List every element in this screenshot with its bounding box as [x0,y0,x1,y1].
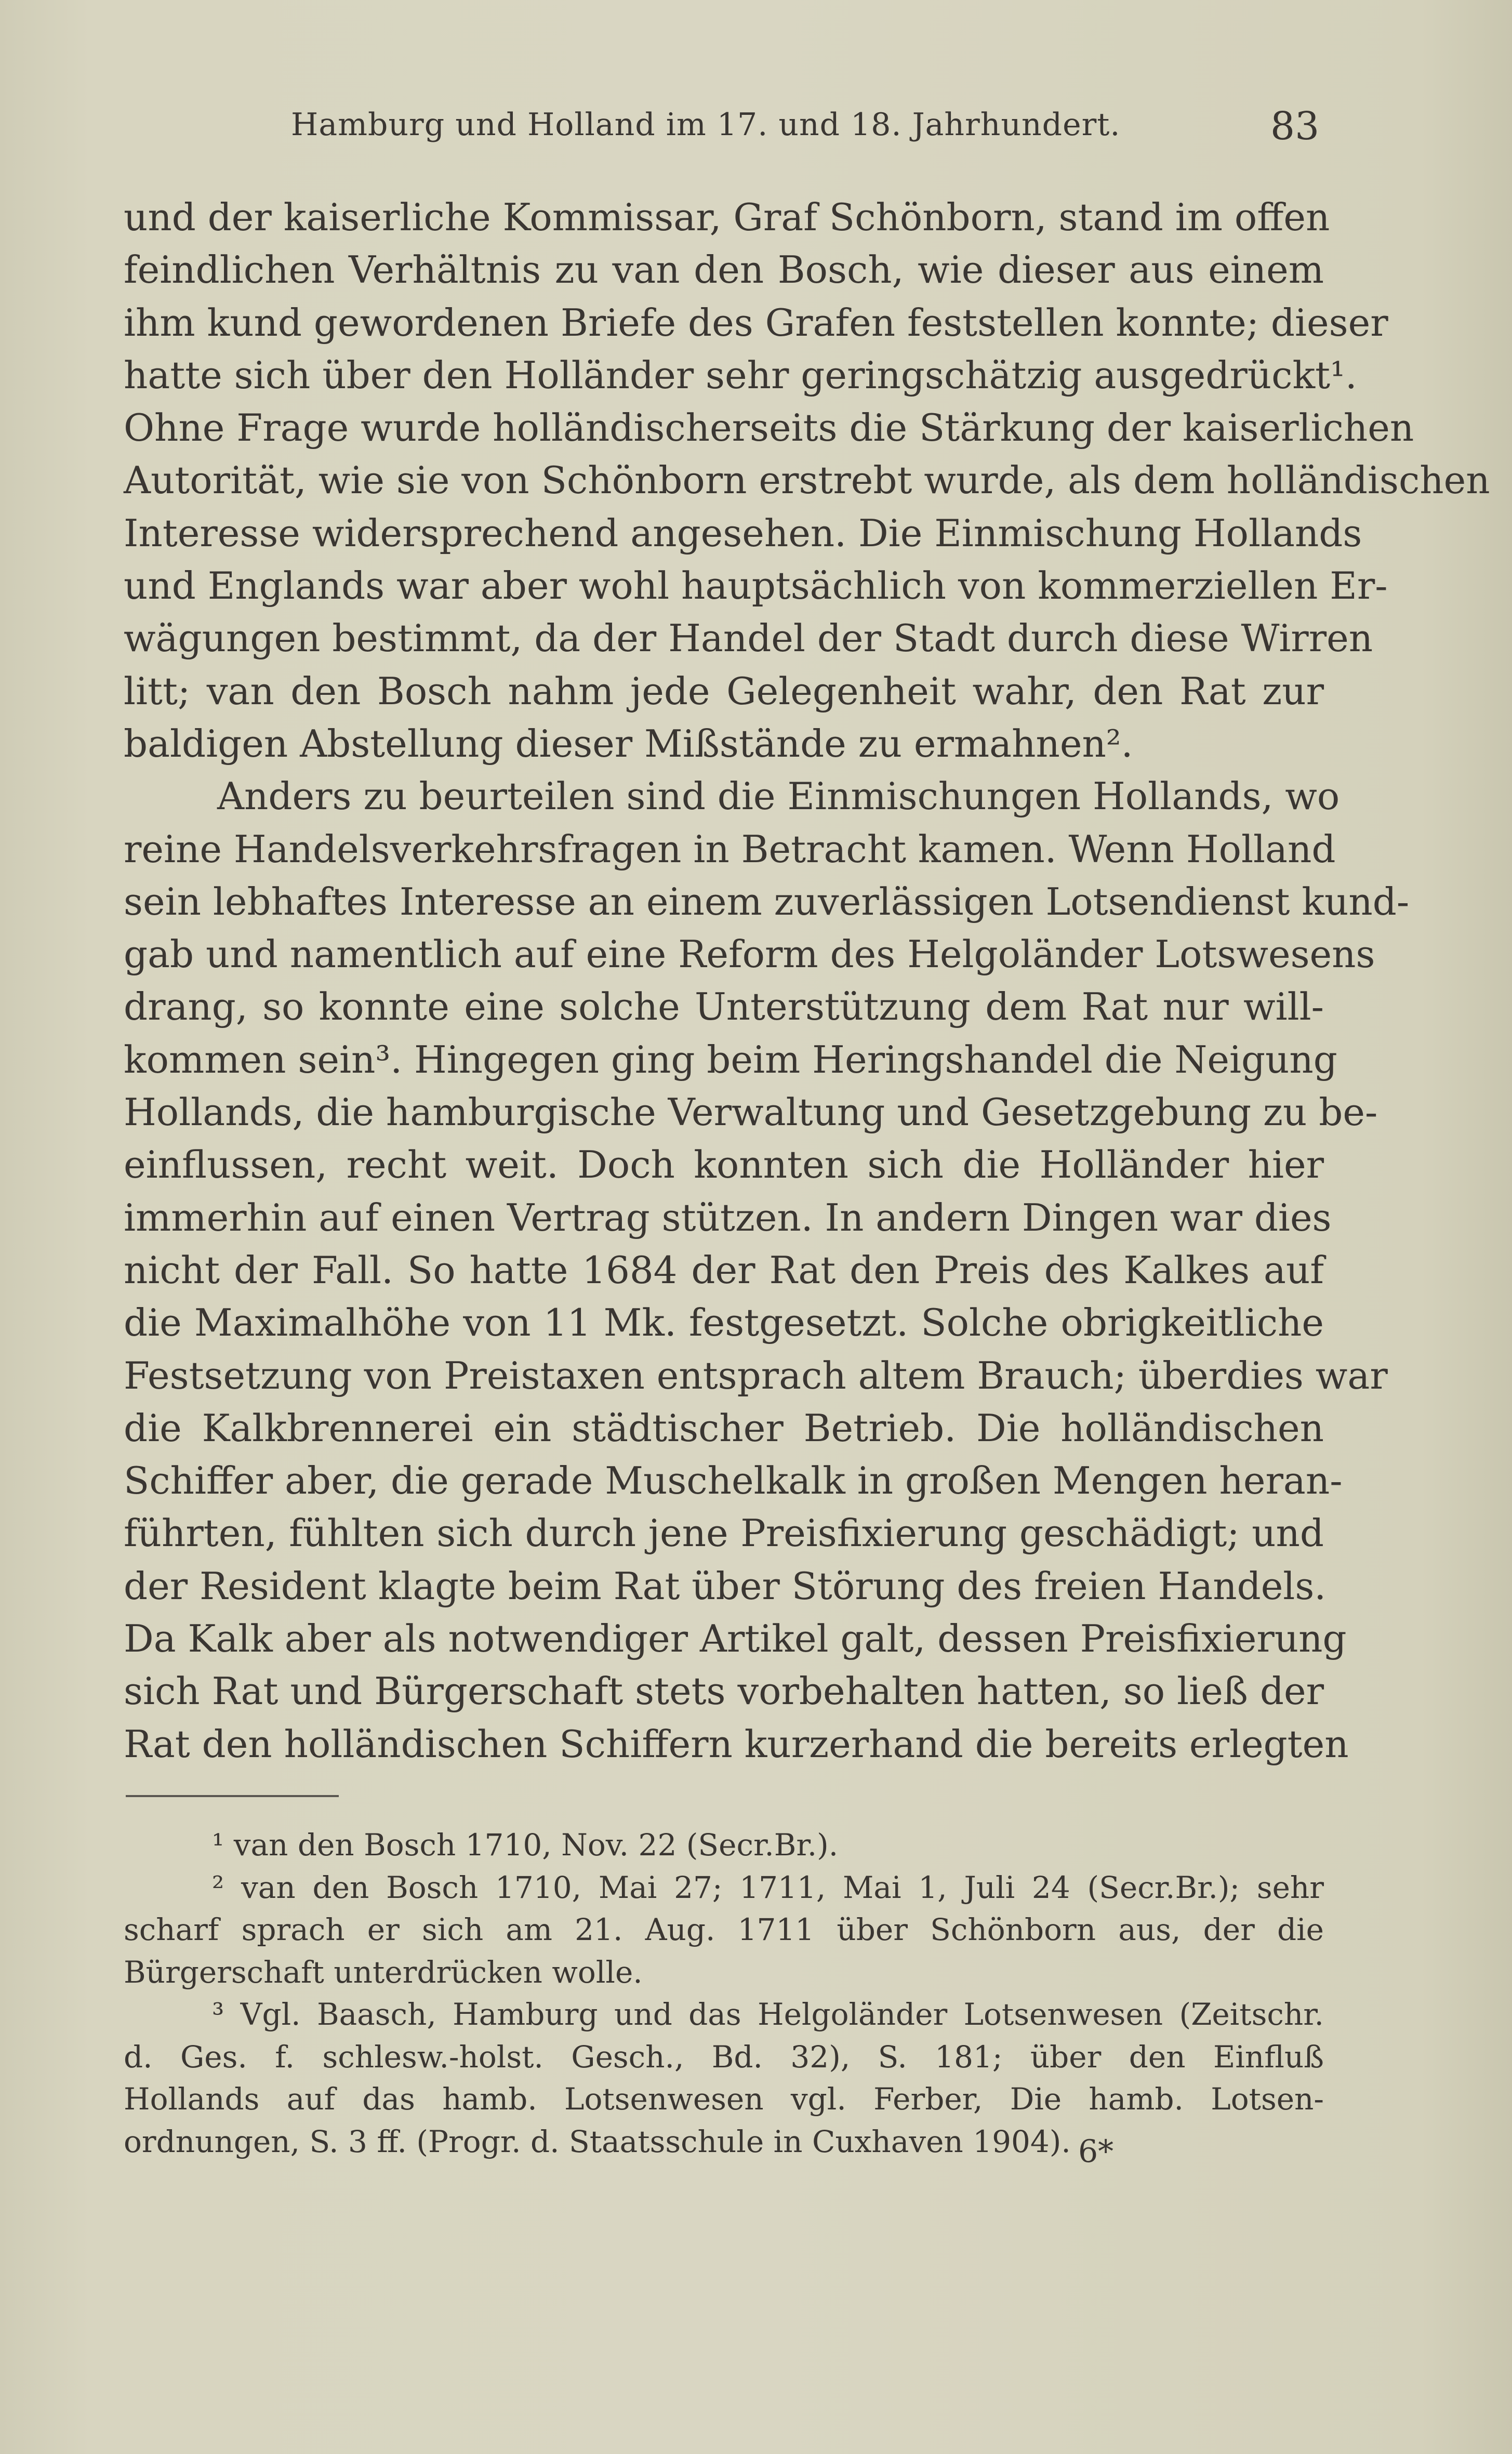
footnote-line: Bürgerschaft unterdrücken wolle. [124,1954,643,1990]
text-line: sein lebhaftes Interesse an einem zuverlässigen Lotsendienst kund- [124,879,1410,923]
text-line: baldigen Abstellung dieser Mißstände zu ermahnen². [124,721,1133,766]
footnote-line: Hollands auf das hamb. Lotsenwesen vgl. Ferber, Die hamb. Lotsen- [124,2081,1324,2117]
footnote-line: ³ Vgl. Baasch, Hamburg und das Helgoländer Lotsenwesen (Zeitschr. [212,1997,1324,2032]
page-number: 83 [1270,104,1320,149]
text-line: hatte sich über den Holländer sehr geringschätzig ausgedrückt¹. [124,353,1357,397]
text-line: die Maximalhöhe von 11 Mk. festgesetzt. Solche obrigkeitliche [124,1301,1324,1345]
text-line: der Resident klagte beim Rat über Störung des freien Handels. [124,1564,1327,1608]
text-line: und Englands war aber wohl hauptsächlich von kommerziellen Er- [124,564,1388,608]
text-line: nicht der Fall. So hatte 1684 der Rat den Preis des Kalkes auf [124,1248,1324,1292]
signature-mark: 6* [1078,2133,1114,2170]
text-line: litt; van den Bosch nahm jede Gelegenheit wahr, den Rat zur [124,669,1324,713]
footnote-line: d. Ges. f. schlesw.-holst. Gesch., Bd. 32), S. 181; über den Einfluß [124,2039,1324,2075]
text-line: führten, fühlten sich durch jene Preisfixierung geschädigt; und [124,1511,1324,1555]
text-line: einflussen, recht weit. Doch konnten sich die Holländer hier [124,1143,1324,1187]
footnote-line: ² van den Bosch 1710, Mai 27; 1711, Mai 1, Juli 24 (Secr.Br.); sehr [212,1869,1324,1905]
text-line: feindlichen Verhältnis zu van den Bosch, wie dieser aus einem [124,248,1324,292]
text-line: wägungen bestimmt, da der Handel der Stadt durch diese Wirren [124,616,1373,661]
text-line: Hollands, die hamburgische Verwaltung und Gesetzgebung zu be- [124,1090,1378,1134]
text-line: gab und namentlich auf eine Reform des Helgoländer Lotswesens [124,932,1375,977]
running-title: Hamburg und Holland im 17. und 18. Jahrhundert. [291,107,1121,143]
footnote-line: ordnungen, S. 3 ff. (Progr. d. Staatsschule in Cuxhaven 1904). [124,2123,1071,2159]
text-line: die Kalkbrennerei ein städtischer Betrieb. Die holländischen [124,1406,1324,1450]
text-line: immerhin auf einen Vertrag stützen. In andern Dingen war dies [124,1195,1332,1239]
text-line: Rat den holländischen Schiffern kurzerhand die bereits erlegten [124,1722,1349,1766]
text-line: sich Rat und Bürgerschaft stets vorbehalten hatten, so ließ der [124,1669,1324,1713]
text-line: Anders zu beurteilen sind die Einmischungen Hollands, wo [217,774,1340,819]
text-line: und der kaiserliche Kommissar, Graf Schönborn, stand im offen [124,195,1330,239]
text-line: Interesse widersprechend angesehen. Die Einmischung Hollands [124,511,1362,555]
text-line: drang, so konnte eine solche Unterstützung dem Rat nur will- [124,985,1324,1029]
text-line: kommen sein³. Hingegen ging beim Heringshandel die Neigung [124,1037,1337,1081]
text-line: Ohne Frage wurde holländischerseits die Stärkung der kaiserlichen [124,406,1414,450]
text-line: Schiffer aber, die gerade Muschelkalk in großen Mengen heran- [124,1459,1343,1503]
footnotes [124,1824,1324,2163]
main-text [124,191,1490,1771]
text-line: ihm kund gewordenen Briefe des Grafen feststellen konnte; dieser [124,300,1388,345]
text-line: Da Kalk aber als notwendiger Artikel galt, dessen Preisfixierung [124,1617,1347,1661]
footnote-divider [126,1795,339,1797]
text-line: reine Handelsverkehrsfragen in Betracht kamen. Wenn Holland [124,827,1336,871]
footnote-line: scharf sprach er sich am 21. Aug. 1711 über Schönborn aus, der die [124,1912,1324,1947]
text-line: Festsetzung von Preistaxen entsprach altem Brauch; überdies war [124,1353,1388,1397]
footnote-line: ¹ van den Bosch 1710, Nov. 22 (Secr.Br.). [212,1827,839,1863]
text-line: Autorität, wie sie von Schönborn erstrebt wurde, als dem holländischen [124,458,1490,503]
